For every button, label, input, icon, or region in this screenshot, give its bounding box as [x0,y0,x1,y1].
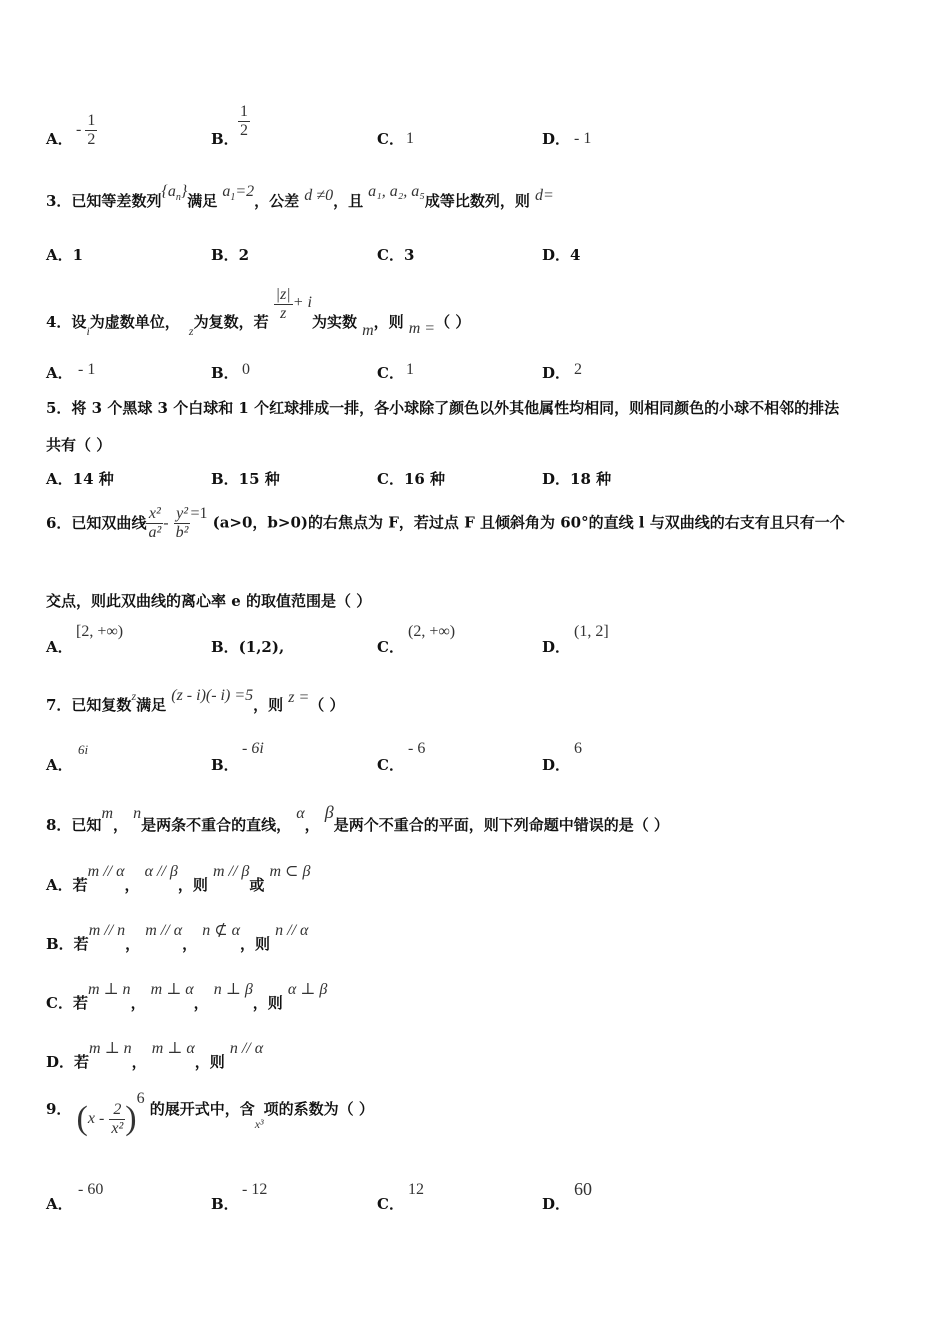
fraction-denominator: 2 [240,121,248,139]
q5-stem-line-1: 5．将 3 个黑球 3 个白球和 1 个红球排成一排，各小球除了颜色以外其他属性均相同，则相同颜色的小球不相邻的排法 [46,399,840,417]
q3-option-a: A．1 [46,246,84,264]
q3-stem: 3．已知等差数列 [46,192,162,210]
q7-option-c-label: C． [377,756,404,774]
q6-stem-continued: (a>0，b>0)的右焦点为 F，若过点 F 且倾斜角为 60°的直线 l 与双曲线的右支有且只有一个 [212,513,845,532]
fraction-numerator: 1 [240,103,248,120]
q3-option-d: D．4 [542,246,581,264]
minus-sign: - [76,120,82,138]
q6-fraction-y: $\frac{\text{y²}}{\text{b²}}$ [175,505,189,541]
q2-option-d-label: D． [542,130,571,148]
q9-option-d-value: 60 [574,1179,592,1199]
q4-option-b-value: 0 [242,361,250,378]
q4-option-a-value: - 1 [78,361,96,378]
q4-option-c-label: C． [377,364,404,382]
fraction-numerator: 1 [87,112,96,129]
q9-option-b-value: - 12 [242,1181,268,1198]
q8-option-d: D．若m ⊥ n， m ⊥ α，则 n // α [46,1040,264,1071]
q6-option-c-label: C． [377,638,404,656]
q2-option-a-value [76,112,97,148]
q2-option-c-label: C． [377,130,404,148]
q4-option-c-value: 1 [406,361,414,378]
q5-option-d: D．18 种 [542,470,612,488]
fraction-denominator: 2 [87,130,96,148]
question-3: 3．已知等差数列$\{a_n\}$满足 $a_1=2$，公差 d ≠0，且 a₁, a₂, a₅成等比数列，则 d= [46,183,554,210]
q9-option-a-label: A． [46,1195,73,1213]
q3-answer-blank: d= [534,187,554,204]
q8-option-b: B．若m // n， m // α， n ⊄ α，则 n // α [46,922,309,953]
q6-option-d-label: D． [542,638,571,656]
question-4: 4．设$_i$为虚数单位， $_z$为复数，若 $\frac{|z|}{z}$ + i为实数 m，则 m =（ ） [46,286,471,339]
q3-first-term: $a_1=2$ [222,183,255,204]
q7-option-b-label: B． [211,756,239,774]
q7-option-a-value: 6i [78,742,89,757]
q8-option-c: C．若m ⊥ n， m ⊥ α， n ⊥ β，则 α ⊥ β [46,981,328,1012]
q4-option-b-label: B． [211,364,239,382]
q2-option-a-label: A． [46,130,73,148]
q3-option-b: B．2 [211,246,250,264]
q9-stem: 9． [46,1099,72,1118]
q5-option-a: A．14 种 [46,470,114,488]
q7-stem: 7．已知复数 [46,696,132,714]
q9-option-b-label: B． [211,1195,239,1213]
q6-option-d-value: (1, 2] [574,623,609,640]
question-9: 9． (x - $\frac{2}{\text{x²}}$ )$^6$ 的展开式中，含$_{x^3}$项的系数为（ ） [46,1090,374,1137]
q9-option-d-label: D． [542,1195,571,1213]
q4-option-a-label: A． [46,364,73,382]
q2-option-b-value [238,103,250,139]
q6-option-c-value: (2, +∞) [408,623,456,640]
q3-terms: a₁, a₂, a₅ [368,183,425,200]
q9-option-c-label: C． [377,1195,404,1213]
q7-option-c-value: - 6 [408,740,426,757]
q9-fraction: $\frac{2}{\text{x²}}$ [111,1100,124,1137]
q3-option-c: C．3 [377,246,415,264]
q7-option-a-label: A． [46,756,73,774]
right-paren: ) [125,1100,137,1137]
left-paren: ( [76,1100,88,1137]
q7-equation: (z - i)(- i) =5 [171,687,254,704]
q4-fraction: $\frac{|z|}{z}$ [275,286,291,322]
q8-option-a: A．若m // α， α // β，则 m // β或 m ⊂ β [46,863,311,894]
q4-option-d-value: 2 [574,361,582,378]
q6-option-a-label: A． [46,638,73,656]
q6-fraction-x: $\frac{\text{x²}}{\text{a²}}$ [148,505,162,541]
q6-option-b: B．(1,2), [211,638,285,656]
q7-option-d-label: D． [542,756,571,774]
q5-option-c: C．16 种 [377,470,446,488]
question-8: 8．已知m， n是两条不重合的直线， α， β是两个不重合的平面，则下列命题中错误的是（ ） [46,802,669,834]
q2-option-d-value: - 1 [574,130,592,147]
question-6: 6．已知双曲线 $\frac{\text{x²}}{\text{a²}}$ - $\frac{\text{y²}}{\text{b²}}$ =1 (a>0，b>0)的右焦点为 F，若过点 F 且倾斜角为 60°的直线 l 与双曲线的右支有且只有一个 [46,504,845,541]
question-7: 7．已知复数z满足 (z - i)(- i) =5，则 z =（ ） [46,687,345,714]
q5-stem-line-2: 共有（ ） [46,436,112,454]
q9-option-c-value: 12 [408,1181,424,1198]
q7-option-d-value: 6 [574,740,582,757]
q7-option-b-value: - 6i [242,740,264,757]
q2-option-c-value: 1 [406,130,414,147]
q4-option-d-label: D． [542,364,571,382]
q2-option-b-label: B． [211,130,239,148]
q3-sequence: $\{a_n\}$ [161,183,188,204]
q4-stem: 4．设 [46,312,87,331]
q9-option-a-value: - 60 [78,1181,104,1198]
q6-stem: 6．已知双曲线 [46,513,147,532]
q5-option-b: B．15 种 [211,470,280,488]
q3-difference: d ≠0 [304,187,334,204]
q6-stem-line-2: 交点，则此双曲线的离心率 e 的取值范围是（ ） [46,592,372,610]
q6-option-a-value: [2, +∞) [76,623,124,640]
q8-stem: 8．已知 [46,816,102,834]
